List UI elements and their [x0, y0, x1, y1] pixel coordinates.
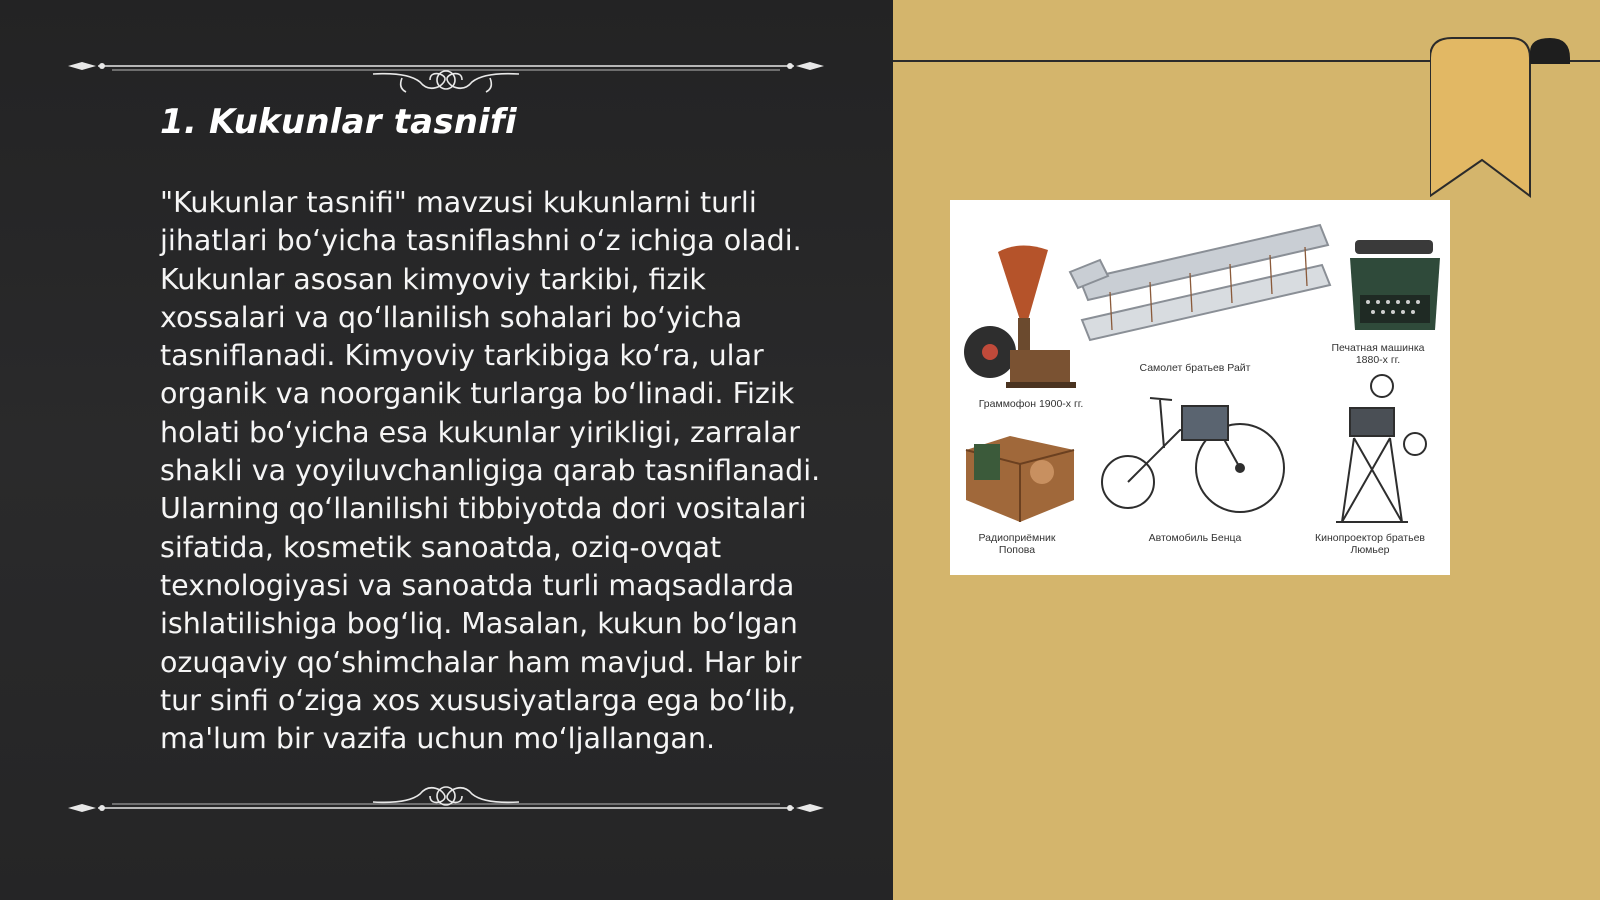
caption-projector: Кинопроектор братьев Люмьер [1315, 532, 1425, 556]
inventions-drawing [950, 200, 1450, 575]
gramophone-icon [964, 245, 1076, 388]
film-projector-icon [1336, 375, 1426, 522]
caption-radio: Радиоприёмник Попова [978, 532, 1056, 556]
radio-receiver-icon [966, 436, 1074, 522]
caption-airplane: Самолет братьев Райт [1139, 362, 1251, 374]
bookmark-ribbon-icon [1430, 30, 1600, 200]
ornamental-divider-bottom-icon [68, 780, 824, 830]
slide-title: 1. Kukunlar tasnifi [160, 102, 517, 142]
slide-body-text: "Kukunlar tasnifi" mavzusi kukunlarni turli jihatlari bo‘yicha tasniflashni o‘z ichiga oladi. Kukunlar asosan kimyoviy tarkibi, fizik xossalari va qo‘llanilish sohalari bo‘yicha tasniflanadi. Kimyoviy tarkibiga ko‘ra, ular organik va noorganik turlarga bo‘linadi. Fizik holati bo‘yicha esa kukunlar yirikligi, zarralar shakli va yoyiluvchanligiga qarab tasniflanadi. Ularning qo‘llanilishi tibbiyotda dori vositalari sifatida, kosmetik sanoatda, oziq-ovqat texnologiyasi va sanoatda turli maqsadlarda ishlatilishiga bog‘liq. Masalan, kukun bo‘lgan ozuqaviy qo‘shimchalar ham mavjud. Har bir tur sinfi o‘ziga xos xususiyatlarga ega bo‘lib, ma'lum bir vazifa uchun mo‘ljallangan. [160, 186, 821, 756]
airplane-icon [1070, 225, 1330, 340]
ornamental-divider-top-icon [68, 48, 824, 98]
typewriter-icon [1350, 240, 1440, 330]
caption-gramophone: Граммофон 1900-х гг. [978, 398, 1084, 410]
benz-automobile-icon [1102, 398, 1284, 512]
inventions-illustration [950, 200, 1450, 575]
caption-car: Автомобиль Бенца [1148, 532, 1242, 544]
caption-typewriter: Печатная машинка 1880-х гг. [1331, 342, 1425, 366]
